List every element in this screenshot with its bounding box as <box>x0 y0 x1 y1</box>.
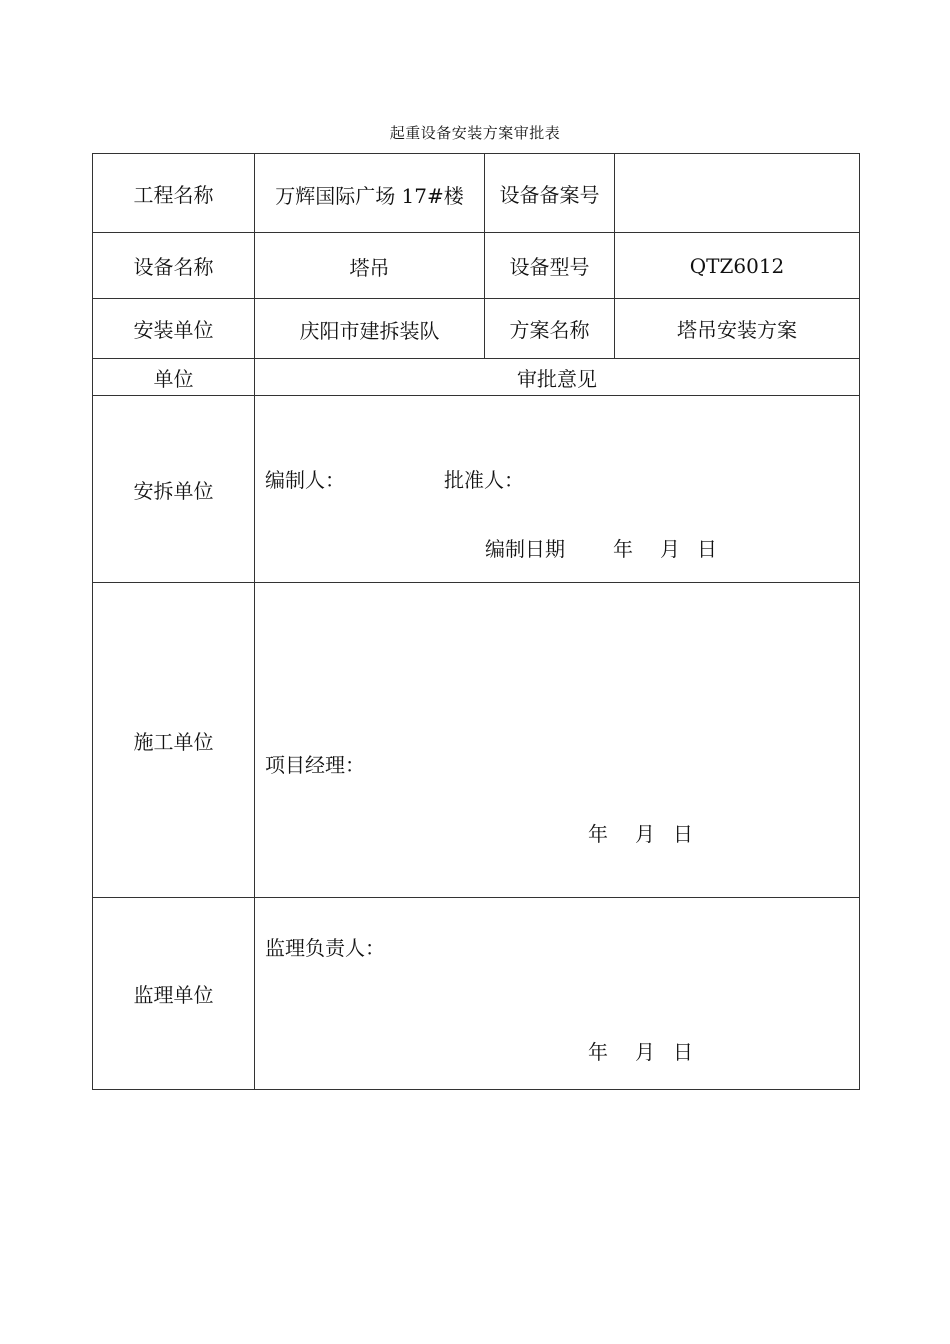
date-day: 日 <box>673 822 693 846</box>
table-row <box>93 154 860 233</box>
construction-unit-label: 施工单位 <box>93 583 255 898</box>
equipment-name-value: 塔吊 <box>255 233 485 299</box>
dismantle-unit-label: 安拆单位 <box>93 396 255 583</box>
construction-opinion-cell <box>255 583 860 898</box>
supervisor-label: 监理负责人： <box>265 936 385 960</box>
date-day: 日 <box>673 1040 693 1064</box>
project-name-label: 工程名称 <box>93 154 255 233</box>
installer-value: 庆阳市建拆装队 <box>255 299 485 359</box>
table-row <box>93 299 860 359</box>
unit-header: 单位 <box>93 359 255 396</box>
date-year: 年 <box>613 537 633 561</box>
equipment-model-label: 设备型号 <box>485 233 615 299</box>
equipment-model-value: QTZ6012 <box>615 233 860 299</box>
plan-name-value: 塔吊安装方案 <box>615 299 860 359</box>
date-month: 月 <box>660 537 680 561</box>
table-row <box>93 898 860 1090</box>
date-day: 日 <box>697 537 717 561</box>
supervision-opinion-cell <box>255 898 860 1090</box>
equipment-record-label: 设备备案号 <box>485 154 615 233</box>
approver-label: 批准人： <box>444 468 524 492</box>
date-year: 年 <box>588 822 608 846</box>
opinion-header: 审批意见 <box>255 359 860 396</box>
plan-name-label: 方案名称 <box>485 299 615 359</box>
installer-label: 安装单位 <box>93 299 255 359</box>
project-manager-label: 项目经理： <box>265 753 365 777</box>
date-month: 月 <box>635 822 655 846</box>
equipment-record-value <box>615 154 860 233</box>
supervision-unit-label: 监理单位 <box>93 898 255 1090</box>
form-title: 起重设备安装方案审批表 <box>389 124 561 142</box>
date-month: 月 <box>635 1040 655 1064</box>
equipment-name-label: 设备名称 <box>93 233 255 299</box>
dismantle-opinion-cell <box>255 396 860 583</box>
date-year: 年 <box>588 1040 608 1064</box>
compiler-label: 编制人： <box>265 468 345 492</box>
table-row <box>93 396 860 583</box>
approval-table <box>92 153 860 1090</box>
table-row <box>93 233 860 299</box>
table-row <box>93 359 860 396</box>
compile-date-label: 编制日期 <box>485 537 565 561</box>
project-name-value: 万辉国际广场 17#楼 <box>255 154 485 233</box>
table-row <box>93 583 860 898</box>
